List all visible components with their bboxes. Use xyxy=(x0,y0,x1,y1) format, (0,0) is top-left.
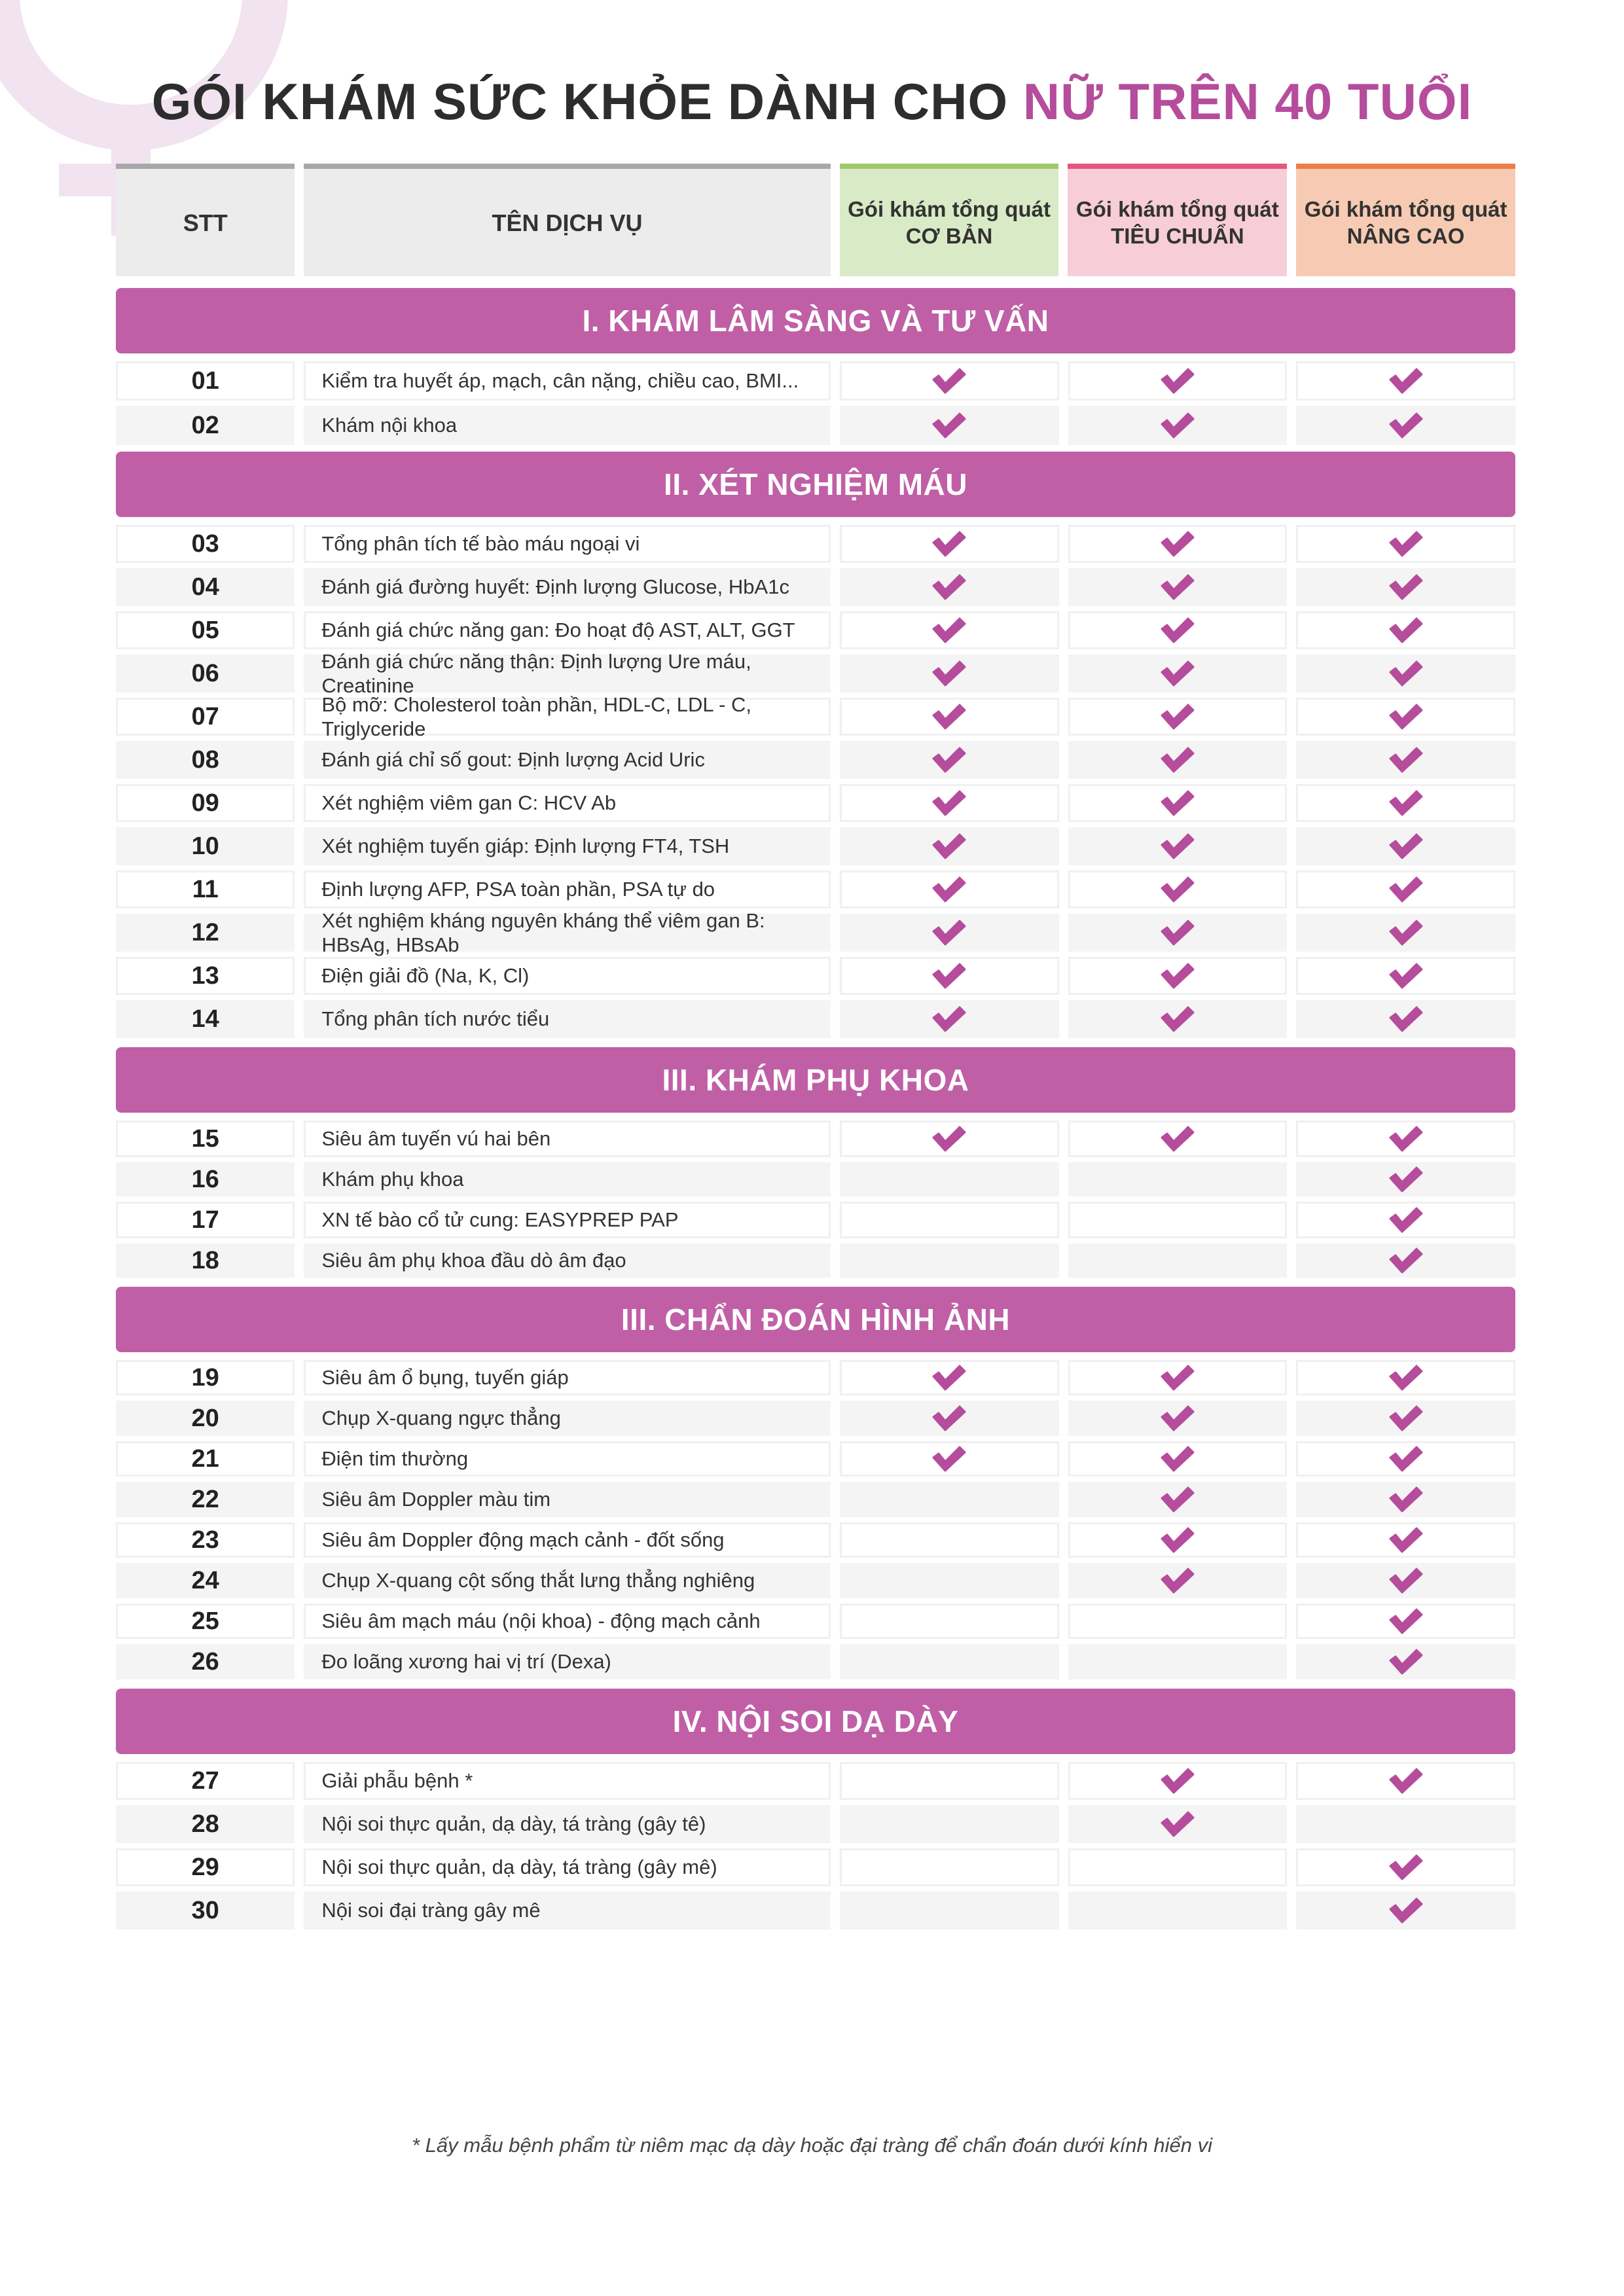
package-advanced-cell xyxy=(1296,1441,1515,1477)
checkmark-icon xyxy=(1388,1444,1424,1473)
row-number: 19 xyxy=(116,1360,295,1395)
table-row xyxy=(116,784,1515,822)
package-advanced-cell xyxy=(1296,698,1515,736)
checkmark-icon xyxy=(1159,875,1196,904)
package-advanced-cell xyxy=(1296,1202,1515,1238)
row-number: 21 xyxy=(116,1441,295,1477)
checkmark-icon xyxy=(1159,832,1196,861)
row-number: 10 xyxy=(116,827,295,865)
checkmark-icon xyxy=(1388,745,1424,774)
package-basic-cell xyxy=(840,568,1059,606)
service-name: Đo loãng xương hai vị trí (Dexa) xyxy=(304,1644,830,1679)
table-header xyxy=(116,164,1515,276)
service-name: Đánh giá chức năng gan: Đo hoạt độ AST, ALT, GGT xyxy=(304,611,830,649)
package-standard-cell xyxy=(1068,361,1288,401)
service-name: Nội soi đại tràng gây mê xyxy=(304,1892,830,1929)
checkmark-icon xyxy=(1159,745,1196,774)
header-package-standard xyxy=(1068,164,1287,276)
row-number: 06 xyxy=(116,655,295,692)
table-row xyxy=(116,1644,1515,1679)
row-number: 29 xyxy=(116,1848,295,1886)
checkmark-icon xyxy=(931,1444,967,1473)
services-table xyxy=(116,164,1515,1935)
service-name: Siêu âm mạch máu (nội khoa) - động mạch cảnh xyxy=(304,1604,830,1639)
row-number: 16 xyxy=(116,1162,295,1196)
table-row xyxy=(116,1121,1515,1157)
package-standard-cell xyxy=(1068,1563,1288,1598)
package-advanced-cell xyxy=(1296,1644,1515,1679)
package-advanced-cell xyxy=(1296,1848,1515,1886)
checkmark-icon xyxy=(931,411,967,440)
service-name: Siêu âm phụ khoa đầu dò âm đạo xyxy=(304,1244,830,1278)
package-advanced-cell xyxy=(1296,611,1515,649)
checkmark-icon xyxy=(1388,1647,1424,1676)
header-package-basic-line2: CƠ BẢN xyxy=(905,224,993,248)
table-row xyxy=(116,649,1515,697)
package-advanced-cell xyxy=(1296,1162,1515,1196)
row-number: 07 xyxy=(116,698,295,736)
package-basic-cell xyxy=(840,1441,1059,1477)
checkmark-icon xyxy=(1388,1124,1424,1153)
package-standard-cell xyxy=(1068,1244,1288,1278)
package-basic-cell xyxy=(840,1805,1059,1843)
package-basic-cell xyxy=(840,827,1059,865)
row-number: 30 xyxy=(116,1892,295,1929)
table-row xyxy=(116,568,1515,606)
table-row xyxy=(116,1892,1515,1929)
row-number: 05 xyxy=(116,611,295,649)
checkmark-icon xyxy=(931,367,967,395)
checkmark-icon xyxy=(1388,573,1424,601)
checkmark-icon xyxy=(1159,789,1196,817)
row-number: 28 xyxy=(116,1805,295,1843)
header-package-advanced xyxy=(1296,164,1515,276)
service-name: Khám nội khoa xyxy=(304,406,830,445)
service-name: Xét nghiệm tuyến giáp: Định lượng FT4, TSH xyxy=(304,827,830,865)
package-basic-cell xyxy=(840,870,1059,908)
row-number: 24 xyxy=(116,1563,295,1598)
checkmark-icon xyxy=(931,789,967,817)
service-name: Kiểm tra huyết áp, mạch, cân nặng, chiều cao, BMI... xyxy=(304,361,830,401)
checkmark-icon xyxy=(1388,702,1424,731)
package-basic-cell xyxy=(840,1762,1059,1800)
package-basic-cell xyxy=(840,1202,1059,1238)
checkmark-icon xyxy=(1159,702,1196,731)
header-stt: STT xyxy=(116,164,295,276)
package-advanced-cell xyxy=(1296,827,1515,865)
checkmark-icon xyxy=(1159,1363,1196,1392)
table-row xyxy=(116,1762,1515,1800)
table-row xyxy=(116,827,1515,865)
table-row xyxy=(116,406,1515,445)
package-basic-cell xyxy=(840,1360,1059,1395)
service-name: Nội soi thực quản, dạ dày, tá tràng (gây tê) xyxy=(304,1805,830,1843)
checkmark-icon xyxy=(1159,1444,1196,1473)
row-number: 23 xyxy=(116,1522,295,1558)
checkmark-icon xyxy=(1388,1404,1424,1433)
checkmark-icon xyxy=(1388,1853,1424,1882)
package-advanced-cell xyxy=(1296,957,1515,995)
package-advanced-cell xyxy=(1296,1604,1515,1639)
package-basic-cell xyxy=(840,1892,1059,1929)
service-name: Siêu âm Doppler màu tim xyxy=(304,1482,830,1517)
row-number: 08 xyxy=(116,741,295,779)
package-advanced-cell xyxy=(1296,914,1515,952)
package-advanced-cell xyxy=(1296,1563,1515,1598)
table-row xyxy=(116,1848,1515,1886)
row-number: 01 xyxy=(116,361,295,401)
package-advanced-cell xyxy=(1296,361,1515,401)
table-row xyxy=(116,1202,1515,1238)
package-basic-cell xyxy=(840,1604,1059,1639)
checkmark-icon xyxy=(1159,573,1196,601)
table-row xyxy=(116,1604,1515,1639)
checkmark-icon xyxy=(1388,1526,1424,1554)
title-highlight: NỮ TRÊN 40 TUỔI xyxy=(1022,73,1473,130)
package-standard-cell xyxy=(1068,698,1288,736)
package-standard-cell xyxy=(1068,741,1288,779)
package-advanced-cell xyxy=(1296,1121,1515,1157)
package-basic-cell xyxy=(840,1162,1059,1196)
package-basic-cell xyxy=(840,1848,1059,1886)
package-basic-cell xyxy=(840,361,1059,401)
row-number: 14 xyxy=(116,1000,295,1038)
checkmark-icon xyxy=(1388,1896,1424,1925)
package-standard-cell xyxy=(1068,1644,1288,1679)
package-standard-cell xyxy=(1068,870,1288,908)
package-standard-cell xyxy=(1068,406,1288,445)
checkmark-icon xyxy=(1388,875,1424,904)
checkmark-icon xyxy=(1159,1124,1196,1153)
checkmark-icon xyxy=(1159,659,1196,688)
row-number: 04 xyxy=(116,568,295,606)
package-advanced-cell xyxy=(1296,655,1515,692)
package-basic-cell xyxy=(840,1121,1059,1157)
package-advanced-cell xyxy=(1296,741,1515,779)
package-standard-cell xyxy=(1068,1604,1288,1639)
package-advanced-cell xyxy=(1296,568,1515,606)
package-standard-cell xyxy=(1068,957,1288,995)
service-name: Đánh giá đường huyết: Định lượng Glucose, HbA1c xyxy=(304,568,830,606)
package-basic-cell xyxy=(840,741,1059,779)
checkmark-icon xyxy=(1388,411,1424,440)
header-package-basic-line1: Gói khám tổng quát xyxy=(848,196,1051,221)
checkmark-icon xyxy=(931,529,967,558)
header-package-standard-line1: Gói khám tổng quát xyxy=(1075,196,1279,221)
section-header: IV. NỘI SOI DẠ DÀY xyxy=(116,1689,1515,1754)
service-name: Chụp X-quang cột sống thắt lưng thẳng nghiêng xyxy=(304,1563,830,1598)
package-standard-cell xyxy=(1068,1121,1288,1157)
checkmark-icon xyxy=(1388,1607,1424,1636)
table-row xyxy=(116,870,1515,908)
header-package-advanced-line2: NÂNG CAO xyxy=(1346,224,1465,248)
package-basic-cell xyxy=(840,784,1059,822)
package-standard-cell xyxy=(1068,1762,1288,1800)
checkmark-icon xyxy=(1388,1246,1424,1275)
package-basic-cell xyxy=(840,957,1059,995)
table-row xyxy=(116,1401,1515,1436)
checkmark-icon xyxy=(931,832,967,861)
section-header: III. KHÁM PHỤ KHOA xyxy=(116,1047,1515,1113)
checkmark-icon xyxy=(1388,1566,1424,1595)
footnote: * Lấy mẫu bệnh phẩm từ niêm mạc dạ dày hoặc đại tràng để chẩn đoán dưới kính hiển vi xyxy=(411,2134,1212,2157)
header-service: TÊN DỊCH VỤ xyxy=(304,164,830,276)
row-number: 20 xyxy=(116,1401,295,1436)
package-standard-cell xyxy=(1068,784,1288,822)
checkmark-icon xyxy=(1159,1526,1196,1554)
package-basic-cell xyxy=(840,1401,1059,1436)
package-basic-cell xyxy=(840,525,1059,563)
package-basic-cell xyxy=(840,1563,1059,1598)
package-standard-cell xyxy=(1068,525,1288,563)
header-package-standard-line2: TIÊU CHUẨN xyxy=(1111,224,1244,248)
package-standard-cell xyxy=(1068,1522,1288,1558)
package-advanced-cell xyxy=(1296,784,1515,822)
package-standard-cell xyxy=(1068,827,1288,865)
package-basic-cell xyxy=(840,611,1059,649)
row-number: 22 xyxy=(116,1482,295,1517)
service-name: Giải phẫu bệnh * xyxy=(304,1762,830,1800)
checkmark-icon xyxy=(1159,411,1196,440)
service-name: Nội soi thực quản, dạ dày, tá tràng (gây mê) xyxy=(304,1848,830,1886)
service-name: Đánh giá chức năng thận: Định lượng Ure máu, Creatinine xyxy=(304,655,830,692)
row-number: 18 xyxy=(116,1244,295,1278)
package-standard-cell xyxy=(1068,1162,1288,1196)
row-number: 02 xyxy=(116,406,295,445)
checkmark-icon xyxy=(1159,961,1196,990)
checkmark-icon xyxy=(1388,529,1424,558)
checkmark-icon xyxy=(1159,529,1196,558)
checkmark-icon xyxy=(931,875,967,904)
checkmark-icon xyxy=(1388,367,1424,395)
service-name: Bộ mỡ: Cholesterol toàn phần, HDL-C, LDL - C, Triglyceride xyxy=(304,698,830,736)
table-row xyxy=(116,361,1515,401)
checkmark-icon xyxy=(1388,1767,1424,1795)
service-name: Tổng phân tích tế bào máu ngoại vi xyxy=(304,525,830,563)
service-name: Siêu âm tuyến vú hai bên xyxy=(304,1121,830,1157)
row-number: 13 xyxy=(116,957,295,995)
title-prefix: GÓI KHÁM SỨC KHỎE DÀNH CHO xyxy=(151,73,1009,130)
package-basic-cell xyxy=(840,1000,1059,1038)
package-standard-cell xyxy=(1068,1202,1288,1238)
package-advanced-cell xyxy=(1296,1482,1515,1517)
package-standard-cell xyxy=(1068,611,1288,649)
package-basic-cell xyxy=(840,1244,1059,1278)
checkmark-icon xyxy=(1159,918,1196,947)
table-row xyxy=(116,1522,1515,1558)
checkmark-icon xyxy=(931,1363,967,1392)
checkmark-icon xyxy=(931,918,967,947)
checkmark-icon xyxy=(1159,1767,1196,1795)
table-row xyxy=(116,1162,1515,1196)
checkmark-icon xyxy=(931,745,967,774)
row-number: 03 xyxy=(116,525,295,563)
checkmark-icon xyxy=(1159,1566,1196,1595)
checkmark-icon xyxy=(1388,961,1424,990)
checkmark-icon xyxy=(931,1005,967,1033)
package-standard-cell xyxy=(1068,568,1288,606)
table-row xyxy=(116,1482,1515,1517)
header-package-advanced-line1: Gói khám tổng quát xyxy=(1304,196,1507,221)
table-row xyxy=(116,611,1515,649)
package-basic-cell xyxy=(840,914,1059,952)
package-basic-cell xyxy=(840,655,1059,692)
package-basic-cell xyxy=(840,1482,1059,1517)
package-standard-cell xyxy=(1068,1892,1288,1929)
package-advanced-cell xyxy=(1296,1522,1515,1558)
table-row xyxy=(116,957,1515,995)
service-name: Đánh giá chỉ số gout: Định lượng Acid Uric xyxy=(304,741,830,779)
table-row xyxy=(116,908,1515,956)
package-advanced-cell xyxy=(1296,1244,1515,1278)
package-standard-cell xyxy=(1068,1000,1288,1038)
checkmark-icon xyxy=(1388,918,1424,947)
package-standard-cell xyxy=(1068,1441,1288,1477)
package-advanced-cell xyxy=(1296,1000,1515,1038)
service-name: Xét nghiệm kháng nguyên kháng thể viêm gan B: HBsAg, HBsAb xyxy=(304,914,830,952)
row-number: 27 xyxy=(116,1762,295,1800)
package-advanced-cell xyxy=(1296,870,1515,908)
row-number: 11 xyxy=(116,870,295,908)
row-number: 25 xyxy=(116,1604,295,1639)
checkmark-icon xyxy=(1388,659,1424,688)
package-standard-cell xyxy=(1068,1482,1288,1517)
service-name: Xét nghiệm viêm gan C: HCV Ab xyxy=(304,784,830,822)
package-basic-cell xyxy=(840,1644,1059,1679)
package-advanced-cell xyxy=(1296,1892,1515,1929)
checkmark-icon xyxy=(931,1404,967,1433)
checkmark-icon xyxy=(1388,616,1424,645)
service-name: Điện tim thường xyxy=(304,1441,830,1477)
service-name: Chụp X-quang ngực thẳng xyxy=(304,1401,830,1436)
package-standard-cell xyxy=(1068,914,1288,952)
section-header: I. KHÁM LÂM SÀNG VÀ TƯ VẤN xyxy=(116,288,1515,353)
checkmark-icon xyxy=(931,1124,967,1153)
table-row xyxy=(116,1000,1515,1038)
checkmark-icon xyxy=(931,659,967,688)
package-standard-cell xyxy=(1068,1401,1288,1436)
package-advanced-cell xyxy=(1296,1762,1515,1800)
table-body xyxy=(116,288,1515,1929)
row-number: 15 xyxy=(116,1121,295,1157)
checkmark-icon xyxy=(1159,1005,1196,1033)
section-header: II. XÉT NGHIỆM MÁU xyxy=(116,452,1515,517)
package-advanced-cell xyxy=(1296,1401,1515,1436)
service-name: Siêu âm ổ bụng, tuyến giáp xyxy=(304,1360,830,1395)
package-standard-cell xyxy=(1068,1360,1288,1395)
service-name: Siêu âm Doppler động mạch cảnh - đốt sống xyxy=(304,1522,830,1558)
checkmark-icon xyxy=(1159,616,1196,645)
header-package-basic xyxy=(840,164,1059,276)
table-row xyxy=(116,741,1515,779)
package-advanced-cell xyxy=(1296,406,1515,445)
row-number: 09 xyxy=(116,784,295,822)
checkmark-icon xyxy=(1388,832,1424,861)
table-row xyxy=(116,692,1515,740)
package-standard-cell xyxy=(1068,1805,1288,1843)
table-row xyxy=(116,1360,1515,1395)
package-advanced-cell xyxy=(1296,525,1515,563)
service-name: Khám phụ khoa xyxy=(304,1162,830,1196)
checkmark-icon xyxy=(1159,367,1196,395)
page-title xyxy=(0,72,1624,132)
package-standard-cell xyxy=(1068,1848,1288,1886)
package-basic-cell xyxy=(840,406,1059,445)
package-standard-cell xyxy=(1068,655,1288,692)
checkmark-icon xyxy=(931,961,967,990)
table-row xyxy=(116,1244,1515,1278)
checkmark-icon xyxy=(931,702,967,731)
package-basic-cell xyxy=(840,1522,1059,1558)
table-row xyxy=(116,525,1515,563)
row-number: 12 xyxy=(116,914,295,952)
checkmark-icon xyxy=(1388,1363,1424,1392)
service-name: Điện giải đồ (Na, K, Cl) xyxy=(304,957,830,995)
checkmark-icon xyxy=(1159,1404,1196,1433)
row-number: 17 xyxy=(116,1202,295,1238)
table-row xyxy=(116,1563,1515,1598)
checkmark-icon xyxy=(1159,1485,1196,1514)
checkmark-icon xyxy=(1388,1165,1424,1194)
package-basic-cell xyxy=(840,698,1059,736)
checkmark-icon xyxy=(1159,1810,1196,1839)
section-header: III. CHẨN ĐOÁN HÌNH ẢNH xyxy=(116,1287,1515,1352)
service-name: XN tế bào cổ tử cung: EASYPREP PAP xyxy=(304,1202,830,1238)
service-name: Tổng phân tích nước tiểu xyxy=(304,1000,830,1038)
checkmark-icon xyxy=(1388,1005,1424,1033)
service-name: Định lượng AFP, PSA toàn phần, PSA tự do xyxy=(304,870,830,908)
package-advanced-cell xyxy=(1296,1360,1515,1395)
checkmark-icon xyxy=(1388,1206,1424,1234)
table-row xyxy=(116,1805,1515,1843)
checkmark-icon xyxy=(1388,789,1424,817)
checkmark-icon xyxy=(1388,1485,1424,1514)
package-advanced-cell xyxy=(1296,1805,1515,1843)
table-row xyxy=(116,1441,1515,1477)
row-number: 26 xyxy=(116,1644,295,1679)
checkmark-icon xyxy=(931,573,967,601)
checkmark-icon xyxy=(931,616,967,645)
